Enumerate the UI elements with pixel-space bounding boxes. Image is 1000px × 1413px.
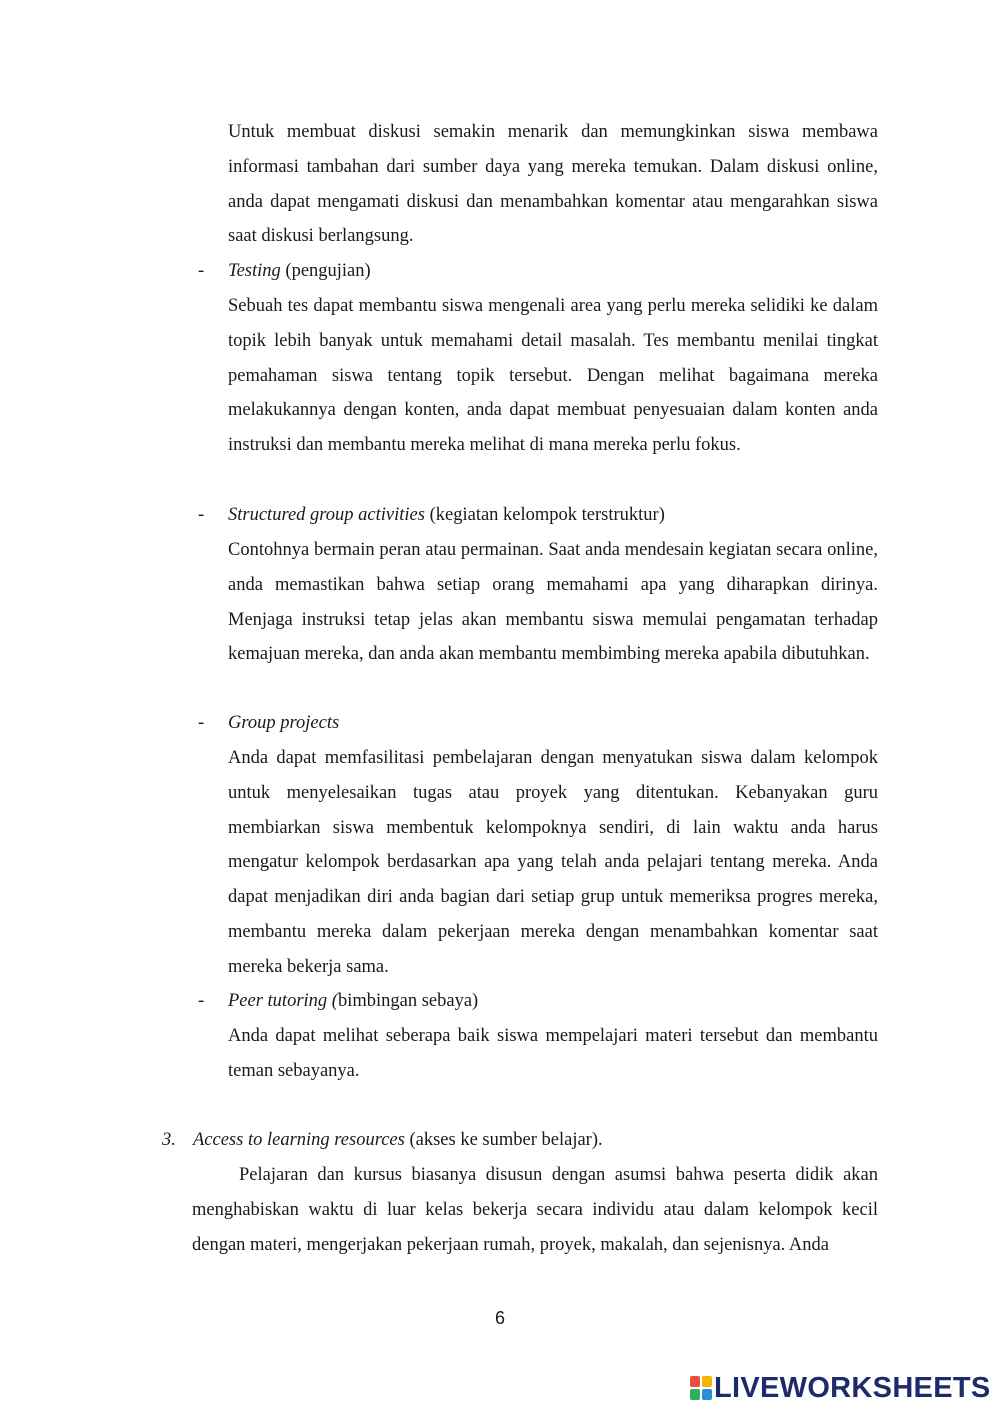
bullet-heading-peer-tutoring: [198, 984, 878, 1019]
bullet-body-peer-tutoring: Anda dapat melihat seberapa baik siswa mempelajari materi tersebut dan membantu teman sebayanya.: [228, 1026, 878, 1081]
bullet-title-rest: bimbingan sebaya): [337, 991, 479, 1011]
bullet-dash: -: [198, 713, 205, 733]
section-number: 3.: [162, 1130, 176, 1150]
bullet-title-italic: Peer tutoring (: [228, 991, 338, 1011]
section-heading: [162, 1123, 882, 1158]
section-title-italic: Access to learning resources: [193, 1130, 405, 1150]
brand-name: LIVEWORKSHEETS: [714, 1372, 991, 1404]
bullet-title-italic: Structured group activities: [228, 505, 425, 525]
section-title-rest: (akses ke sumber belajar).: [404, 1130, 603, 1150]
bullet-heading-group-projects: [198, 706, 878, 741]
intro-paragraph: Untuk membuat diskusi semakin menarik dan memungkinkan siswa membawa informasi tambahan dari sumber daya yang mereka temukan. Dalam diskusi online, anda dapat mengamati diskusi dan menambahkan komentar atau mengarahkan siswa saat diskusi berlangsung.: [228, 122, 878, 247]
bullet-body-structured-group-activities: Contohnya bermain peran atau permainan. Saat anda mendesain kegiatan secara online, anda memastikan bahwa setiap orang memahami apa yang diharapkan dirinya. Menjaga instruksi tetap jelas akan membantu siswa memulai pengamatan terhadap kemajuan mereka, dan anda akan membantu membimbing mereka apabila dibutuhkan.: [228, 540, 878, 665]
liveworksheets-logo: [690, 1372, 990, 1404]
bullet-heading-testing: [198, 254, 878, 289]
bullet-body-group-projects: Anda dapat memfasilitasi pembelajaran dengan menyatukan siswa dalam kelompok untuk menyelesaikan tugas atau proyek yang ditentukan. Kebanyakan guru membiarkan siswa membentuk kelompoknya sendiri, di lain waktu anda harus mengatur kelompok berdasarkan apa yang telah anda pelajari tentang mereka. Anda dapat menjadikan diri anda bagian dari setiap grup untuk memeriksa progres mereka, membantu mereka dalam pekerjaan mereka dengan menambahkan komentar saat mereka bekerja sama.: [228, 748, 878, 977]
bullet-dash: -: [198, 505, 205, 525]
bullet-title-italic: Group projects: [228, 713, 340, 733]
bullet-dash: -: [198, 991, 205, 1011]
bullet-body-testing: Sebuah tes dapat membantu siswa mengenali area yang perlu mereka selidiki ke dalam topik lebih banyak untuk memahami detail masalah. Tes membantu menilai tingkat pemahaman siswa tentang topik tersebut. Dengan melihat bagaimana mereka melakukannya dengan konten, anda dapat membuat penyesuaian dalam konten anda instruksi dan membantu mereka melihat di mana mereka perlu fokus.: [228, 296, 878, 456]
section-paragraph: Pelajaran dan kursus biasanya disusun dengan asumsi bahwa peserta didik akan menghabiskan waktu di luar kelas bekerja secara individu atau dalam kelompok kecil dengan materi, mengerjakan pekerjaan rumah, proyek, makalah, dan sejenisnya. Anda: [192, 1165, 878, 1255]
bullet-title-italic: Testing: [228, 261, 281, 281]
brand-mark-icon: [690, 1376, 712, 1400]
bullet-title-rest: (pengujian): [280, 261, 371, 281]
bullet-dash: -: [198, 261, 205, 281]
bullet-heading-structured-group-activities: [198, 498, 878, 533]
bullet-title-rest: (kegiatan kelompok terstruktur): [424, 505, 665, 525]
page-number: 6: [494, 1308, 505, 1328]
